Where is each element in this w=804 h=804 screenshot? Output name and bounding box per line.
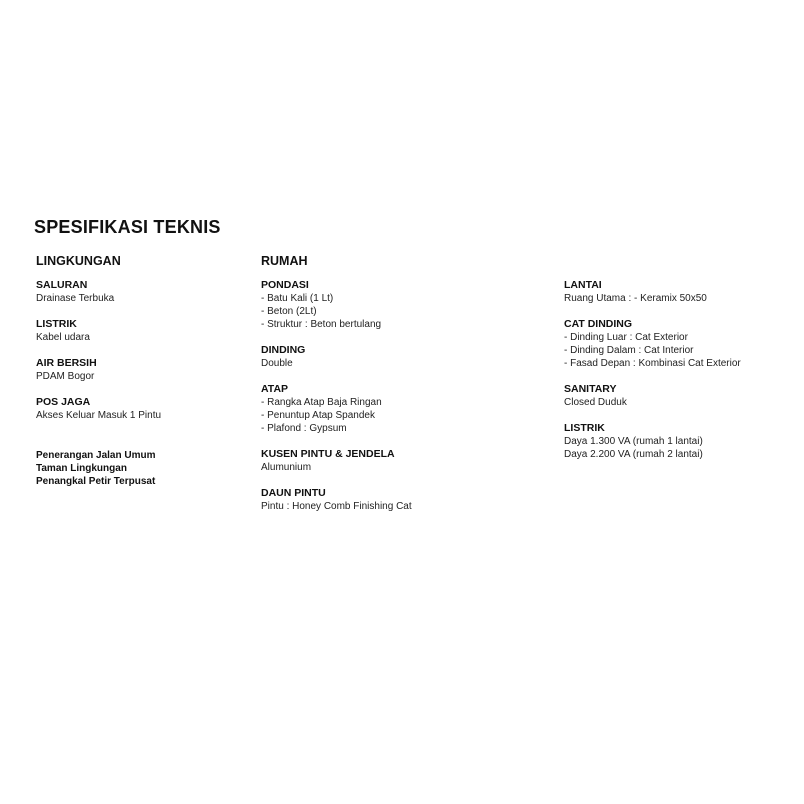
spec-block-cat-dinding xyxy=(564,318,804,370)
spec-block-daun-pintu xyxy=(261,487,501,513)
spec-label: LISTRIK xyxy=(36,318,77,330)
spec-label: CAT DINDING xyxy=(564,318,633,330)
spec-label: PONDASI xyxy=(261,279,309,291)
spec-value: Daya 1.300 VA (rumah 1 lantai) xyxy=(564,436,703,447)
spec-value: Pintu : Honey Comb Finishing Cat xyxy=(261,501,412,512)
spec-label: DINDING xyxy=(261,344,306,356)
spec-label: SANITARY xyxy=(564,383,617,395)
spec-block-dinding xyxy=(261,344,501,370)
spec-value: Alumunium xyxy=(261,462,312,473)
spec-value: Drainase Terbuka xyxy=(36,293,115,304)
spec-value: - Batu Kali (1 Lt) xyxy=(261,293,334,304)
spec-block-kusen xyxy=(261,448,501,474)
spec-value: PDAM Bogor xyxy=(36,371,95,382)
spec-label: LANTAI xyxy=(564,279,602,291)
spec-value: Double xyxy=(261,358,293,369)
spec-block-saluran xyxy=(36,279,276,305)
spec-block-air-bersih xyxy=(36,357,276,383)
spec-value: - Penuntup Atap Spandek xyxy=(261,410,375,421)
spec-label: SALURAN xyxy=(36,279,88,291)
spec-block-listrik-rumah xyxy=(564,422,804,461)
spec-block-sanitary xyxy=(564,383,804,409)
rumah-right-column xyxy=(564,279,804,474)
page-title: SPESIFIKASI TEKNIS xyxy=(34,217,221,237)
spec-block-pos-jaga xyxy=(36,396,276,422)
rumah-column xyxy=(261,279,501,526)
spec-value: Ruang Utama : - Keramix 50x50 xyxy=(564,293,707,304)
spec-value: Kabel udara xyxy=(36,332,90,343)
spec-label: KUSEN PINTU & JENDELA xyxy=(261,448,395,460)
spec-block-lantai xyxy=(564,279,804,305)
spec-block-pondasi xyxy=(261,279,501,331)
spec-value: - Dinding Dalam : Cat Interior xyxy=(564,345,694,356)
spec-block-atap xyxy=(261,383,501,435)
spec-value: - Beton (2Lt) xyxy=(261,306,317,317)
spec-value: - Dinding Luar : Cat Exterior xyxy=(564,332,688,343)
spec-value: Akses Keluar Masuk 1 Pintu xyxy=(36,410,162,421)
spec-value: - Fasad Depan : Kombinasi Cat Exterior xyxy=(564,358,741,369)
spec-block-listrik xyxy=(36,318,276,344)
heading-rumah: RUMAH xyxy=(261,254,308,268)
extra-item: Taman Lingkungan xyxy=(36,463,127,474)
spec-label: LISTRIK xyxy=(564,422,605,434)
lingkungan-extras xyxy=(36,449,276,488)
spec-value: Closed Duduk xyxy=(564,397,627,408)
extra-item: Penerangan Jalan Umum xyxy=(36,450,156,461)
spec-label: ATAP xyxy=(261,383,289,395)
spec-label: POS JAGA xyxy=(36,396,91,408)
heading-lingkungan: LINGKUNGAN xyxy=(36,254,121,268)
spec-label: AIR BERSIH xyxy=(36,357,97,369)
spec-value: - Rangka Atap Baja Ringan xyxy=(261,397,382,408)
spec-value: - Plafond : Gypsum xyxy=(261,423,347,434)
spec-label: DAUN PINTU xyxy=(261,487,326,499)
spec-value: Daya 2.200 VA (rumah 2 lantai) xyxy=(564,449,703,460)
extra-item: Penangkal Petir Terpusat xyxy=(36,476,156,487)
spec-value: - Struktur : Beton bertulang xyxy=(261,319,382,330)
lingkungan-column xyxy=(36,279,276,488)
